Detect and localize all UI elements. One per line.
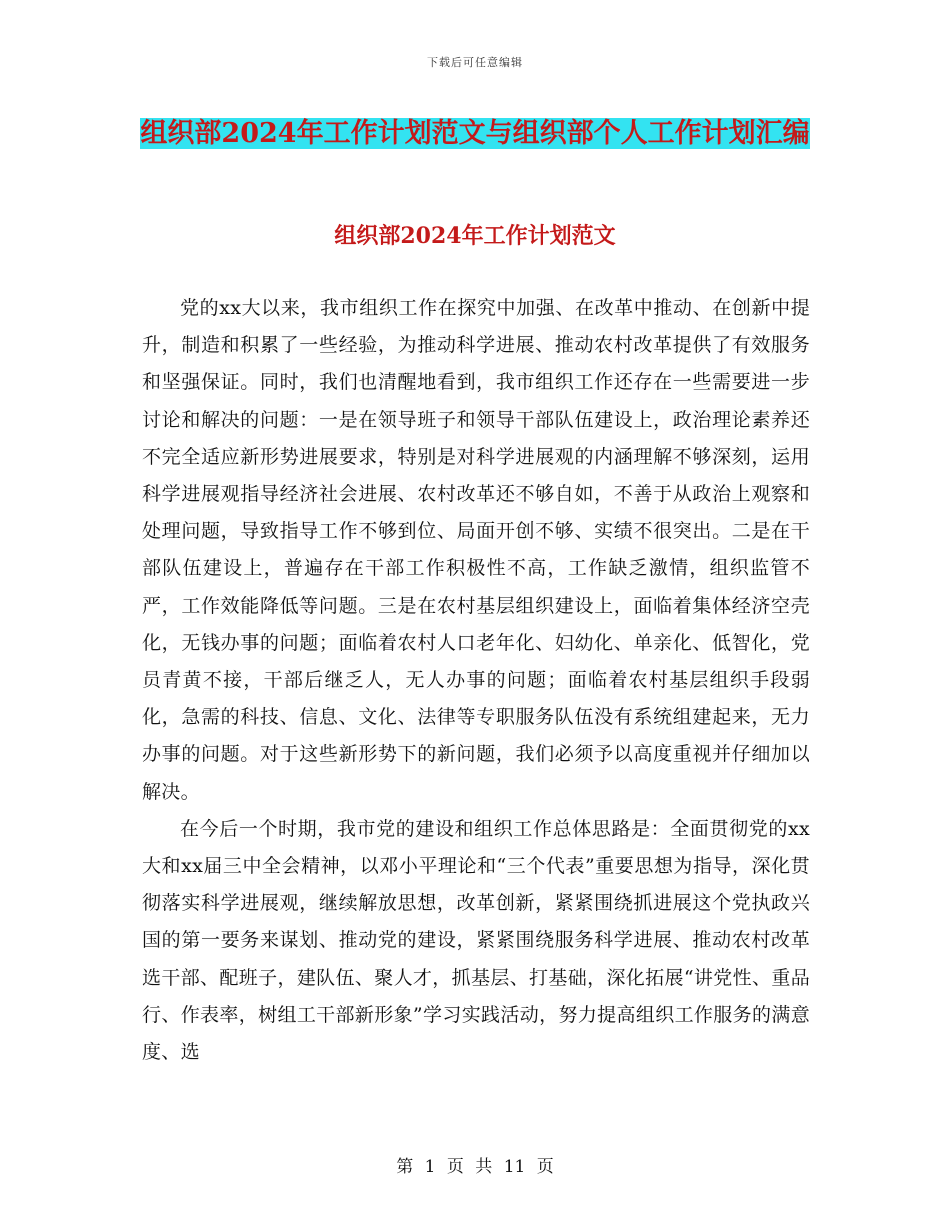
document-title-text: 组织部2024年工作计划范文与组织部个人工作计划汇编 bbox=[140, 118, 810, 149]
document-body bbox=[142, 290, 810, 1071]
paragraph: 党的xx大以来，我市组织工作在探究中加强、在改革中推动、在创新中提升，制造和积累了一些经验，为推动科学进展、推动农村改革提供了有效服务和坚强保证。同时，我们也清醒地看到，我市组织工作还存在一些需要进一步讨论和解决的问题：一是在领导班子和领导干部队伍建设上，政治理论素养还不完全适应新形势进展要求，特别是对科学进展观的内涵理解不够深刻，运用科学进展观指导经济社会进展、农村改革还不够自如，不善于从政治上观察和处理问题，导致指导工作不够到位、局面开创不够、实绩不很突出。二是在干部队伍建设上，普遍存在干部工作积极性不高，工作缺乏激情，组织监管不严，工作效能降低等问题。三是在农村基层组织建设上，面临着集体经济空壳化，无钱办事的问题；面临着农村人口老年化、妇幼化、单亲化、低智化，党员青黄不接，干部后继乏人，无人办事的问题；面临着农村基层组织手段弱化，急需的科技、信息、文化、法律等专职服务队伍没有系统组建起来，无力办事的问题。对于这些新形势下的新问题，我们必须予以高度重视并仔细加以解决。 bbox=[142, 297, 810, 803]
header-note: 下载后可任意编辑 bbox=[427, 56, 523, 69]
document-title bbox=[140, 110, 810, 158]
page-number: 第 1 页 共 11 页 bbox=[396, 1157, 554, 1177]
section-title: 组织部2024年工作计划范文 bbox=[334, 223, 616, 249]
paragraph: 在今后一个时期，我市党的建设和组织工作总体思路是：全面贯彻党的xx大和xx届三中全会精神，以邓小平理论和“三个代表”重要思想为指导，深化贯彻落实科学进展观，继续解放思想，改革创新，紧紧围绕抓进展这个党执政兴国的第一要务来谋划、推动党的建设，紧紧围绕服务科学进展、推动农村改革选干部、配班子，建队伍、聚人才，抓基层、打基础，深化拓展“讲党性、重品行、作表率，树组工干部新形象”学习实践活动，努力提高组织工作服务的满意度、选 bbox=[142, 817, 810, 1064]
